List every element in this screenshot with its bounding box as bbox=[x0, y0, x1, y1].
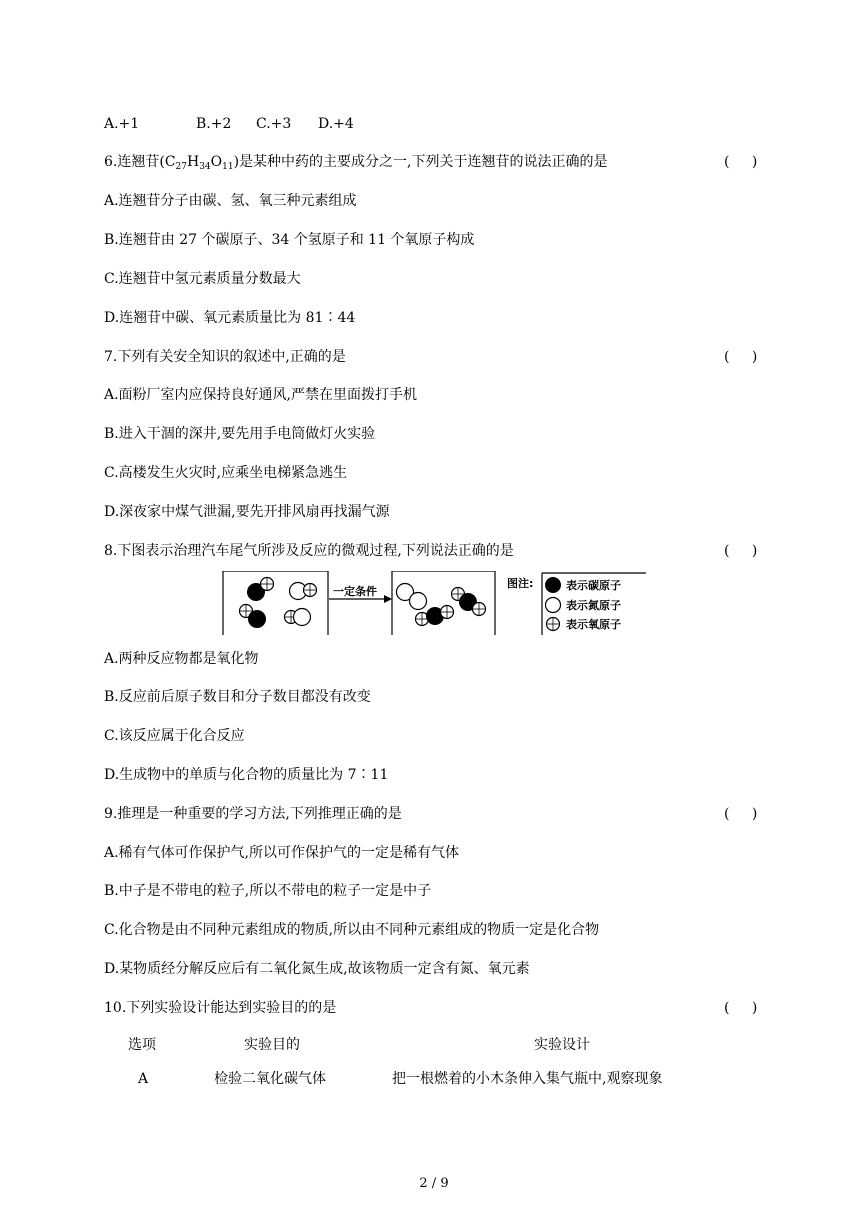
n2-molecule bbox=[397, 584, 427, 610]
reaction-condition: 一定条件 bbox=[333, 585, 377, 598]
legend-nitrogen: 表示氮原子 bbox=[566, 599, 621, 612]
table-header-option: 选项 bbox=[128, 1037, 156, 1053]
q9-stem: 9.推理是一种重要的学习方法,下列推理正确的是 bbox=[104, 806, 402, 822]
reaction-diagram bbox=[222, 571, 648, 641]
co2-molecule-2 bbox=[452, 588, 486, 616]
nitrogen-atom-icon bbox=[546, 598, 561, 613]
q8-option-c: C.该反应属于化合反应 bbox=[104, 728, 245, 744]
q8-option-b: B.反应前后原子数目和分子数目都没有改变 bbox=[104, 689, 371, 705]
oxygen-atom-icon bbox=[547, 618, 560, 631]
q9-option-c: C.化合物是由不同种元素组成的物质,所以由不同种元素组成的物质一定是化合物 bbox=[104, 922, 600, 938]
q6-option-c: C.连翘苷中氢元素质量分数最大 bbox=[104, 271, 301, 287]
q9-option-a: A.稀有气体可作保护气,所以可作保护气的一定是稀有气体 bbox=[104, 845, 460, 861]
table-row-a-design: 把一根燃着的小木条伸入集气瓶中,观察现象 bbox=[392, 1071, 663, 1087]
q5-option-d: D.+4 bbox=[318, 116, 354, 132]
no-molecule-2 bbox=[285, 609, 311, 626]
q6-answer-paren: ( ) bbox=[724, 154, 758, 170]
legend-oxygen: 表示氧原子 bbox=[566, 618, 621, 631]
legend-title: 图注: bbox=[507, 577, 534, 590]
q10-answer-paren: ( ) bbox=[724, 1000, 758, 1016]
q8-option-d: D.生成物中的单质与化合物的质量比为 7∶11 bbox=[104, 767, 389, 783]
products-box bbox=[392, 571, 495, 635]
legend bbox=[507, 573, 646, 635]
page-number: 2 / 9 bbox=[419, 1176, 449, 1191]
q10-stem: 10.下列实验设计能达到实验目的的是 bbox=[104, 1000, 337, 1016]
reaction-diagram-svg bbox=[222, 571, 648, 637]
q8-stem: 8.下图表示治理汽车尾气所涉及反应的微观过程,下列说法正确的是 bbox=[104, 543, 514, 559]
q5-option-b: B.+2 bbox=[196, 116, 232, 132]
q7-answer-paren: ( ) bbox=[724, 349, 758, 365]
no-molecule-1 bbox=[290, 583, 317, 600]
q5-option-c: C.+3 bbox=[256, 116, 292, 132]
q5-options bbox=[104, 115, 354, 133]
q8-option-a: A.两种反应物都是氧化物 bbox=[104, 651, 259, 667]
q6-option-a: A.连翘苷分子由碳、氢、氧三种元素组成 bbox=[104, 193, 357, 209]
q9-answer-paren: ( ) bbox=[724, 806, 758, 822]
q7-option-c: C.高楼发生火灾时,应乘坐电梯紧急逃生 bbox=[104, 465, 348, 481]
q7-option-d: D.深夜家中煤气泄漏,要先开排风扇再找漏气源 bbox=[104, 504, 390, 520]
carbon-atom-icon bbox=[545, 577, 561, 593]
q6-stem: 6.连翘苷$(C_{27}H_{34}O_{11})$是某种中药的主要成分之一,下列关于连翘苷的说法正确的是 bbox=[104, 154, 608, 172]
legend-carbon: 表示碳原子 bbox=[566, 579, 621, 592]
q9-option-d: D.某物质经分解反应后有二氧化氮生成,故该物质一定含有氮、氧元素 bbox=[104, 961, 530, 977]
q7-option-a: A.面粉厂室内应保持良好通风,严禁在里面拨打手机 bbox=[104, 387, 418, 403]
q9-option-b: B.中子是不带电的粒子,所以不带电的粒子一定是中子 bbox=[104, 883, 432, 899]
table-header-design: 实验设计 bbox=[534, 1037, 590, 1053]
co-molecule-1 bbox=[247, 578, 274, 602]
co-molecule-2 bbox=[240, 605, 267, 629]
q6-option-b: B.连翘苷由 27 个碳原子、34 个氢原子和 11 个氧原子构成 bbox=[104, 232, 475, 248]
q7-option-b: B.进入干涸的深井,要先用手电筒做灯火实验 bbox=[104, 426, 376, 442]
q8-answer-paren: ( ) bbox=[724, 543, 758, 559]
q7-stem: 7.下列有关安全知识的叙述中,正确的是 bbox=[104, 349, 346, 365]
table-row-a-purpose: 检验二氧化碳气体 bbox=[214, 1071, 326, 1087]
table-header-purpose: 实验目的 bbox=[244, 1037, 300, 1053]
q5-option-a: A.+1 bbox=[104, 116, 140, 132]
table-row-a-option: A bbox=[138, 1071, 149, 1087]
q6-option-d: D.连翘苷中碳、氧元素质量比为 81∶44 bbox=[104, 310, 356, 326]
reactants-box bbox=[223, 571, 328, 635]
